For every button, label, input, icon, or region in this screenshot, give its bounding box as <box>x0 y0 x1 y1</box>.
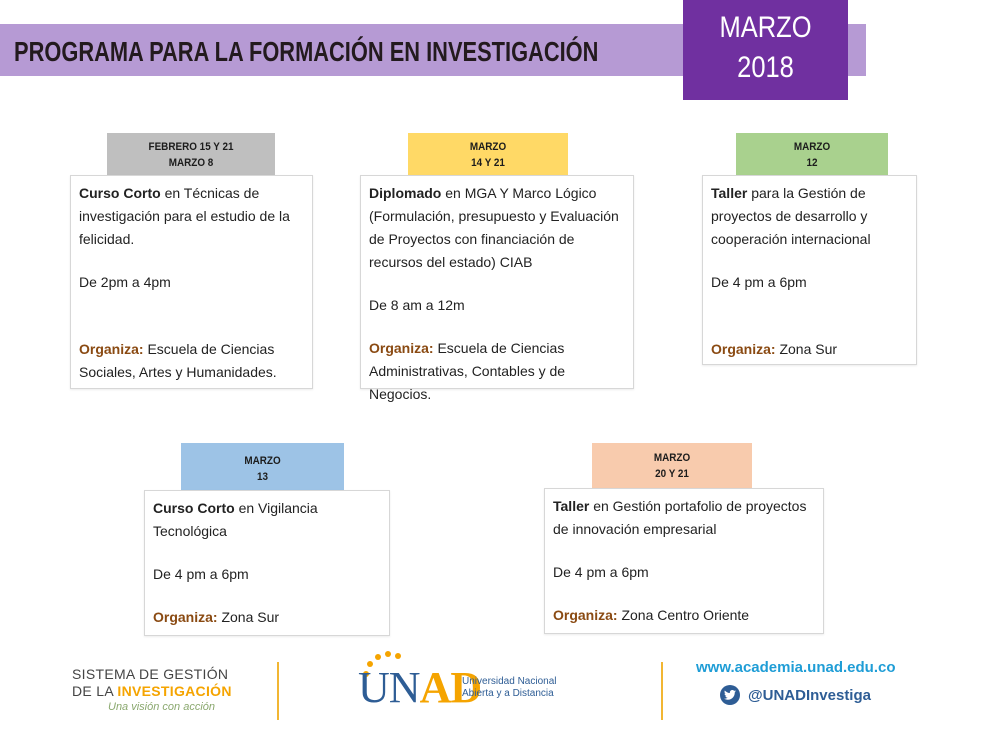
date-tag-line: MARZO <box>469 141 507 153</box>
date-tag-line: 12 <box>806 157 818 169</box>
sistema-line1: SISTEMA DE GESTIÓN <box>72 666 229 682</box>
event-schedule: De 4 pm a 6pm <box>153 566 249 582</box>
organizer-label: Organiza <box>711 341 771 357</box>
sistema-gestion-logo <box>72 666 232 714</box>
event-schedule: De 4 pm a 6pm <box>553 564 649 580</box>
date-tag-line: MARZO 8 <box>168 157 214 169</box>
unad-name-line2: Abierta y a Distancia <box>462 688 554 699</box>
sistema-line2-highlight: INVESTIGACIÓN <box>117 683 232 699</box>
event-description: en MGA Y Marco Lógico (Formulación, presupuesto y Evaluación de Proyectos con financiación de recursos del estado) CIAB <box>369 185 619 270</box>
organizer-label: Organiza <box>153 609 213 625</box>
organizer-label: Organiza <box>369 340 429 356</box>
event-card <box>544 488 824 634</box>
organizer-colon: : <box>770 341 776 357</box>
year-label: 2018 <box>737 51 794 84</box>
event-type: Taller <box>711 185 748 201</box>
event-schedule: De 8 am a 12m <box>369 297 465 313</box>
unad-name <box>462 676 557 700</box>
page-title: PROGRAMA PARA LA FORMACIÓN EN INVESTIGACIÓN <box>14 36 599 67</box>
organizer-name: Escuela de Ciencias Administrativas, Contables y de Negocios. <box>369 340 566 402</box>
website-link[interactable]: www.academia.unad.edu.co <box>696 659 896 676</box>
organizer-label: Organiza <box>553 607 613 623</box>
event-card <box>702 175 917 365</box>
organizer-name: Zona Sur <box>779 341 838 357</box>
event-organizer-row <box>553 604 815 627</box>
event-organizer-row <box>711 338 908 361</box>
event-title <box>711 182 908 251</box>
twitter-bird-icon <box>720 685 740 705</box>
organizer-colon: : <box>428 340 434 356</box>
organizer-name: Zona Centro Oriente <box>621 607 750 623</box>
month-year-box <box>683 0 848 100</box>
event-description: para la Gestión de proyectos de desarrollo y cooperación internacional <box>711 185 871 247</box>
footer-divider <box>277 662 279 720</box>
unad-u: U <box>358 663 389 712</box>
event-date-tag <box>408 133 568 177</box>
date-tag-line: MARZO <box>244 455 281 467</box>
event-schedule: De 2pm a 4pm <box>79 274 171 290</box>
event-card <box>70 175 313 389</box>
sistema-slogan: Una visión con acción <box>108 701 216 713</box>
event-organizer-row <box>369 337 625 406</box>
event-date-tag <box>181 443 344 495</box>
date-tag-line: 20 Y 21 <box>655 468 689 480</box>
event-type: Taller <box>553 498 590 514</box>
event-organizer-row <box>79 338 304 384</box>
organizer-name: Zona Sur <box>221 609 280 625</box>
event-description: en Gestión portafolio de proyectos de innovación empresarial <box>553 498 807 537</box>
date-tag-line: FEBRERO 15 Y 21 <box>148 141 234 153</box>
sistema-line2 <box>72 683 232 700</box>
date-tag-line: MARZO <box>793 141 831 153</box>
unad-ad: AD <box>419 663 482 712</box>
organizer-name: Escuela de Ciencias Sociales, Artes y Humanidades. <box>79 341 277 380</box>
event-card <box>360 175 634 402</box>
sistema-line2-prefix: DE LA <box>72 683 114 699</box>
event-title <box>153 497 381 543</box>
date-tag-line: MARZO <box>653 452 691 464</box>
organizer-label: Organiza <box>79 341 139 357</box>
event-date-tag <box>107 133 275 177</box>
event-title <box>553 495 815 541</box>
twitter-handle: @UNADInvestiga <box>748 686 871 704</box>
event-schedule: De 4 pm a 6pm <box>711 274 807 290</box>
event-description: en Vigilancia Tecnológica <box>153 500 318 539</box>
event-date-tag <box>592 443 752 489</box>
date-tag-line: 13 <box>256 471 269 483</box>
twitter-link[interactable] <box>720 685 871 705</box>
unad-n: N <box>388 663 420 712</box>
event-title <box>369 182 625 274</box>
event-date-tag <box>736 133 888 177</box>
organizer-colon: : <box>212 609 218 625</box>
date-tag-line: 14 Y 21 <box>471 157 505 169</box>
footer-divider <box>661 662 663 720</box>
unad-logo <box>358 650 568 712</box>
unad-name-line1: Universidad Nacional <box>462 676 557 687</box>
event-card <box>144 490 390 636</box>
event-type: Curso Corto <box>153 500 235 516</box>
month-label: MARZO <box>719 11 812 44</box>
event-organizer-row <box>153 606 381 629</box>
event-title <box>79 182 304 251</box>
event-description: en Técnicas de investigación para el estudio de la felicidad. <box>79 185 290 247</box>
organizer-colon: : <box>138 341 144 357</box>
event-type: Diplomado <box>369 185 442 201</box>
organizer-colon: : <box>612 607 618 623</box>
event-type: Curso Corto <box>79 185 161 201</box>
